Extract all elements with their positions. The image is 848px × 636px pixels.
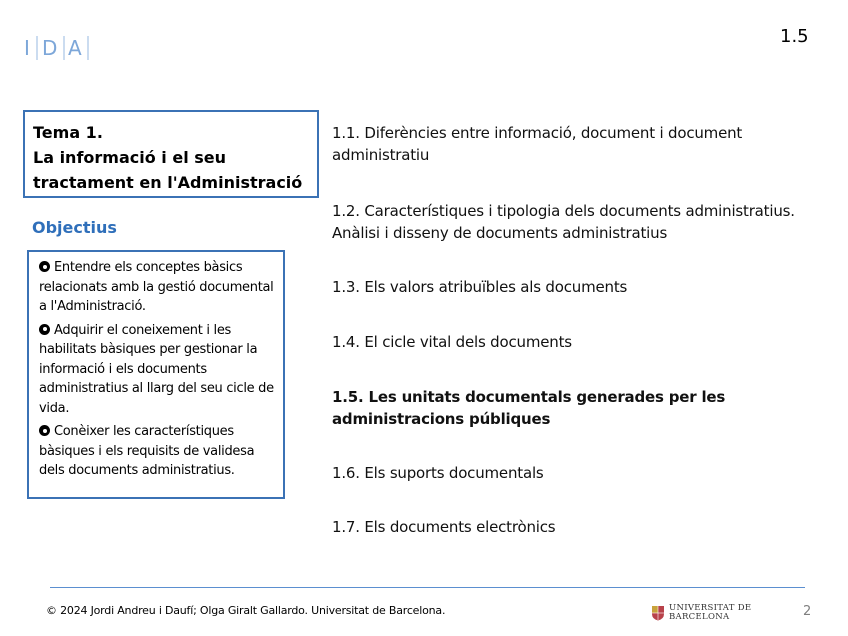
topic-box (23, 110, 319, 198)
objective-text: Conèixer les característiques bàsiques i els requisits de validesa dels documents administratius. (39, 424, 255, 478)
copyright-text: © 2024 Jordi Andreu i Daufí; Olga Giralt Gallardo. Universitat de Barcelona. (46, 604, 446, 617)
bullet-icon (39, 261, 50, 272)
objective-text: Entendre els conceptes bàsics relacionats amb la gestió documental a l'Administració. (39, 260, 274, 314)
page-number: 2 (803, 604, 812, 619)
toc-item-1-7[interactable]: 1.7. Els documents electrònics (332, 518, 556, 536)
toc-item-1-5[interactable]: 1.5. Les unitats documentals generades per les administracions públiques (332, 388, 726, 428)
topic-title-line2: tractament en l'Administració (33, 173, 303, 192)
toc-item-1-3[interactable]: 1.3. Els valors atribuïbles als documents (332, 278, 628, 296)
university-name (669, 604, 751, 622)
bullet-icon (39, 425, 50, 436)
topic-number: Tema 1. (33, 123, 103, 142)
svg-text:D: D (42, 36, 58, 60)
objectives-box (27, 250, 285, 499)
toc-item-1-1[interactable]: 1.1. Diferències entre informació, document i document administratiu (332, 124, 743, 164)
toc-item-1-2[interactable]: 1.2. Característiques i tipologia dels documents administratius. Anàlisi i disseny de documents administratius (332, 202, 795, 242)
bullet-icon (39, 324, 50, 335)
topic-title-line1: La informació i el seu (33, 148, 227, 167)
ida-logo-icon (24, 28, 96, 64)
objective-item (39, 422, 277, 481)
university-name-line1: UNIVERSITAT DE (669, 603, 752, 613)
objective-item (39, 321, 277, 419)
university-shield-icon (651, 605, 665, 621)
toc-item-1-4[interactable]: 1.4. El cicle vital dels documents (332, 333, 572, 351)
ida-logo (24, 28, 96, 64)
university-logo (651, 604, 751, 622)
footer-divider (50, 587, 805, 588)
objectives-title: Objectius (32, 218, 117, 237)
slide-section-number: 1.5 (780, 26, 809, 47)
university-name-line2: BARCELONA (669, 612, 730, 622)
svg-text:I: I (24, 36, 30, 60)
objective-text: Adquirir el coneixement i les habilitats bàsiques per gestionar la informació i els documents administratius al llarg del seu cicle de vida. (39, 322, 274, 416)
toc-item-1-6[interactable]: 1.6. Els suports documentals (332, 464, 544, 482)
objective-item (39, 258, 277, 317)
svg-text:A: A (68, 36, 82, 60)
